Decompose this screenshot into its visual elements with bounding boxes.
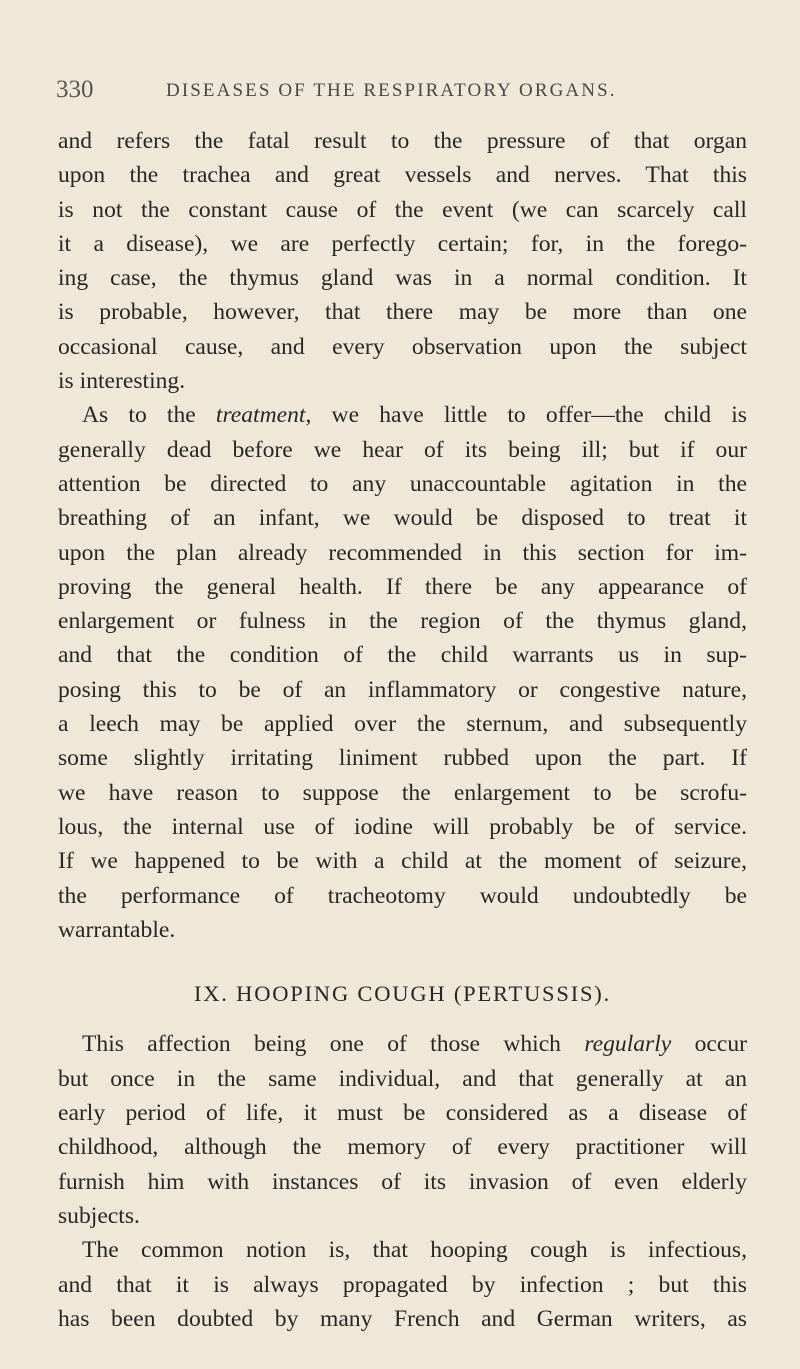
paragraph-infection — [58, 1233, 747, 1336]
page-number: 330 — [56, 76, 94, 103]
text-line: is not the constant cause of the event (we can scarcely call — [58, 196, 747, 223]
running-head — [56, 76, 746, 106]
text-fragment: This affection being one of those which — [82, 1031, 585, 1058]
italic-term-regularly: regularly — [584, 1031, 672, 1058]
text-line: a leech may be applied over the sternum, and subsequently — [58, 711, 747, 738]
text-line: and that the condition of the child warrants us in sup- — [58, 642, 747, 669]
text-line: the performance of tracheotomy would undoubtedly be — [58, 882, 747, 909]
running-title: DISEASES OF THE RESPIRATORY ORGANS. — [166, 80, 617, 101]
text-line: breathing of an infant, we would be disposed to treat it — [58, 505, 747, 532]
body-text — [58, 124, 747, 1336]
text-line: childhood, although the memory of every practitioner will — [58, 1134, 747, 1161]
text-line: upon the plan already recommended in this section for im- — [58, 539, 747, 566]
text-line: lous, the internal use of iodine will probably be of service. — [58, 813, 747, 840]
paragraph-treatment — [58, 398, 747, 947]
text-line: upon the trachea and great vessels and nerves. That this — [58, 162, 747, 189]
section-heading: IX. HOOPING COUGH (PERTUSSIS). — [193, 981, 612, 1007]
text-line — [58, 1027, 747, 1061]
text-line — [58, 398, 747, 432]
text-line: but once in the same individual, and that generally at an — [58, 1065, 747, 1092]
text-line: early period of life, it must be considered as a disease of — [58, 1100, 747, 1127]
text-line: subjects. — [58, 1202, 140, 1229]
text-line: enlargement or fulness in the region of the thymus gland, — [58, 608, 747, 635]
text-line: and refers the fatal result to the pressure of that organ — [58, 128, 747, 154]
text-line: some slightly irritating liniment rubbed upon the part. If — [58, 745, 747, 772]
text-line: has been doubted by many French and German writers, as — [58, 1305, 747, 1332]
paragraph-thymus-cause — [58, 124, 747, 398]
text-line: proving the general health. If there be any appearance of — [58, 573, 747, 600]
text-line: ing case, the thymus gland was in a normal condition. It — [58, 265, 747, 292]
text-line: it a disease), we are perfectly certain; for, in the forego- — [58, 230, 747, 257]
text-line: posing this to be of an inflammatory or congestive nature, — [58, 676, 747, 703]
text-line: furnish him with instances of its invasion of even elderly — [58, 1168, 747, 1195]
text-line: warrantable. — [58, 916, 176, 943]
text-line: and that it is always propagated by infection ; but this — [58, 1271, 747, 1298]
text-line: occasional cause, and every observation upon the subject — [58, 333, 747, 360]
text-line: is interesting. — [58, 368, 186, 395]
italic-term-treatment: treatment — [215, 402, 306, 429]
text-line: The common notion is, that hooping cough is infectious, — [82, 1237, 747, 1264]
text-line: attention be directed to any unaccountable agitation in the — [58, 470, 747, 497]
text-fragment: , we have little to offer—the child is — [305, 402, 747, 429]
paragraph-hooping-cough-intro — [58, 1027, 747, 1233]
text-line: generally dead before we hear of its being ill; but if our — [58, 436, 747, 463]
text-fragment: occur — [671, 1031, 747, 1058]
text-line: If we happened to be with a child at the moment of seizure, — [58, 848, 747, 875]
text-line: we have reason to suppose the enlargement to be scrofu- — [58, 779, 747, 806]
text-fragment: As to the — [82, 402, 216, 429]
text-line: is probable, however, that there may be more than one — [58, 299, 747, 326]
